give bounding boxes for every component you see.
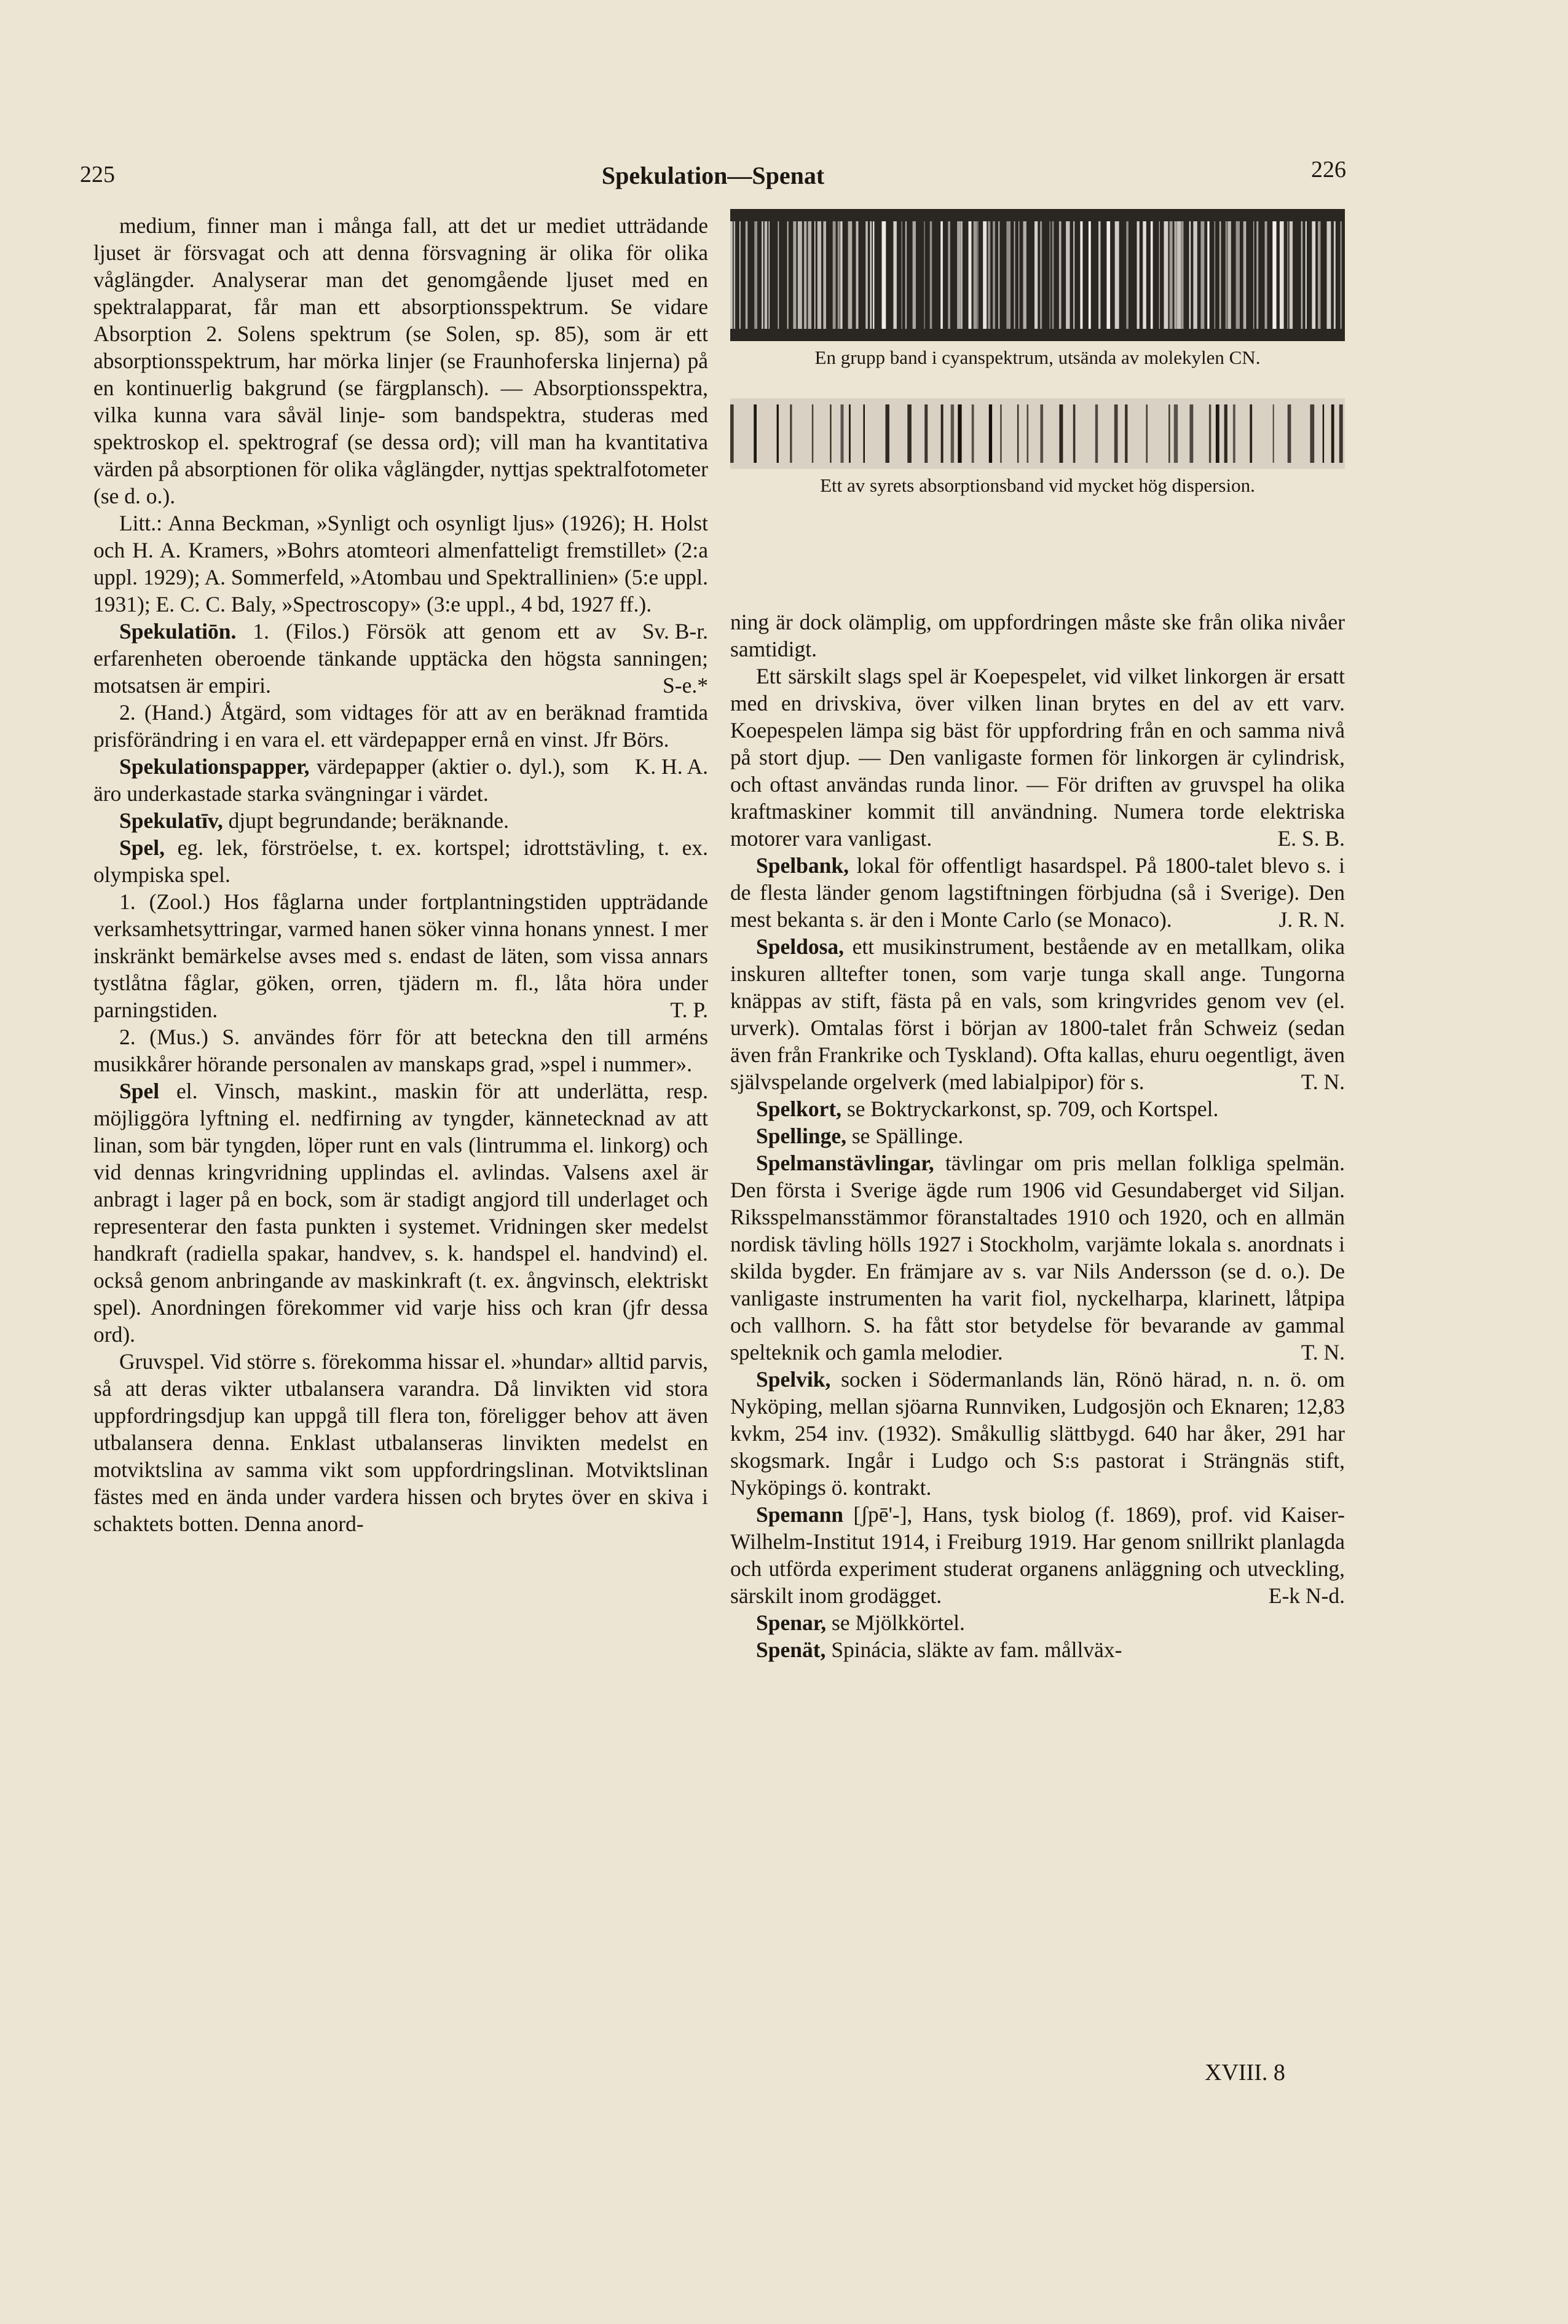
figure-caption: Ett av syrets absorptionsband vid mycket hög dispersion.: [820, 475, 1255, 496]
spectrum-line: [958, 404, 961, 463]
spectrum-line: [730, 221, 733, 329]
spectrum-line: [1059, 404, 1063, 463]
paragraph: [730, 852, 1345, 933]
entry-headword: Spekulationspapper,: [119, 754, 310, 779]
spectrum-line: [840, 221, 843, 329]
spectrum-line: [905, 221, 907, 329]
spectrum-line: [1310, 404, 1314, 463]
spectrum-line: [865, 221, 868, 329]
spectrum-line: [1312, 221, 1315, 329]
spectrum-line: [893, 221, 897, 329]
spectrum-line: [1050, 221, 1051, 329]
spectrum-line: [1164, 221, 1168, 329]
spectrum-line: [787, 221, 789, 329]
spectrum-line: [1168, 404, 1170, 463]
spectrum-line: [1273, 404, 1274, 463]
paragraph: [93, 1077, 708, 1348]
spectrum-line: [808, 221, 812, 329]
spectrum-line: [769, 221, 770, 329]
spectrum-line: [1250, 404, 1252, 463]
spectrum-line: [849, 404, 851, 463]
spectrum-line: [762, 221, 763, 329]
entry-text: djupt begrundande; beräknande.: [223, 808, 509, 833]
entry-text: Gruvspel. Vid större s. förekomma hissar el. »hundar» alltid parvis, så att deras vikter utbalansera varandra. Då linvikten vid stora uppfordringsdjup kan uppgå till flera ton, föreligger behov att även utbalansera denna. Enklast utbalanseras linvikten medelst en motviktslina av samma vikt som uppfordringslinan. Motviktslinan fästes med en ända under vardera hissen och brytes över en skiva i schaktets botten. Denna anord-: [93, 1349, 708, 1536]
entry-headword: Spenar,: [756, 1610, 827, 1635]
spectrum-line: [1125, 404, 1127, 463]
spectrum-line: [856, 221, 859, 329]
spectrum-line: [830, 404, 831, 463]
paragraph: [93, 888, 708, 1023]
spectrum-line: [1288, 404, 1291, 463]
entry-headword: Spenät,: [756, 1637, 826, 1662]
author-signature: E-k N-d.: [1268, 1583, 1345, 1608]
spectrum-line: [951, 404, 954, 463]
paragraph: [730, 1095, 1345, 1122]
spectrum-line: [1215, 221, 1216, 329]
spectrum-line: [1290, 221, 1293, 329]
spectrum-line: [1007, 221, 1008, 329]
spectrum-line: [1207, 221, 1210, 329]
spectrum-line: [1059, 221, 1062, 329]
spectrum-line: [1146, 404, 1148, 463]
spectrum-line: [1174, 404, 1178, 463]
right-column: [730, 209, 1345, 1662]
spectrum-line: [1287, 221, 1288, 329]
spectrum-line: [793, 221, 796, 329]
spectrum-line: [1080, 221, 1082, 329]
entry-text: Spinácia, släkte av fam. mållväx-: [825, 1637, 1122, 1662]
spectrum-line: [1040, 221, 1042, 329]
paragraph: [93, 1348, 708, 1537]
entry-headword: Spel: [119, 1079, 160, 1103]
spectrum-line: [1236, 221, 1240, 329]
spectrum-line: [969, 221, 972, 329]
spectrum-line: [974, 221, 977, 329]
author-signature: S-e.*: [663, 673, 708, 698]
spectrum-line: [1272, 221, 1276, 329]
spectrum-line: [907, 404, 912, 463]
spectrum-line: [882, 221, 886, 329]
entry-text: värdepapper (aktier o. dyl.), som äro underkastade starka svängningar i värdet.: [93, 754, 609, 806]
author-signature: Sv. B-r.: [642, 619, 708, 644]
spectrum-line: [993, 221, 995, 329]
paragraph: [730, 1149, 1345, 1366]
paragraph: [93, 1023, 708, 1077]
spectrum-line: [1170, 221, 1173, 329]
paragraph: [730, 1501, 1345, 1609]
paragraph: [93, 212, 708, 510]
entry-text: 1. (Filos.) Försök att genom ett av erfarenheten oberoende tänkande upptäcka den högsta sanningen; motsatsen är empiri.: [93, 619, 708, 698]
spectrum-line: [804, 221, 806, 329]
figure-caption: En grupp band i cyanspektrum, utsända av molekylen CN.: [814, 347, 1261, 368]
entry-headword: Spellinge,: [756, 1124, 846, 1148]
spectrum-line: [812, 404, 814, 463]
paragraph: [93, 618, 708, 699]
spectrum-line: [1334, 221, 1336, 329]
paragraph: [730, 933, 1345, 1095]
spectrum-line: [1318, 221, 1321, 329]
figure-oxygen-band: [730, 398, 1345, 497]
entry-text: 2. (Mus.) S. användes förr för att beteckna den till arméns musikkårer hörande personalen av manskaps grad, »spel i nummer».: [93, 1025, 708, 1076]
spectrum-line: [1027, 404, 1029, 463]
spectrum-line: [1209, 404, 1211, 463]
entry-headword: Spekulatīv,: [119, 808, 223, 833]
paragraph: [730, 1366, 1345, 1501]
spectrum-line: [948, 221, 950, 329]
spectrum-line: [1137, 221, 1140, 329]
spectrum-line: [790, 404, 792, 463]
paragraph: [730, 1122, 1345, 1149]
entry-headword: Spelmanstävlingar,: [756, 1151, 934, 1175]
spectrum-line: [1216, 404, 1219, 463]
author-signature: T. N.: [1301, 1340, 1345, 1365]
spectrum-line: [961, 221, 963, 329]
spectrum-line: [1159, 221, 1160, 329]
spectrum-line: [1306, 221, 1307, 329]
spectrum-line: [930, 221, 932, 329]
oxygen-band-image: [730, 398, 1345, 469]
author-signature: K. H. A.: [634, 754, 708, 779]
spectrum-line: [1233, 404, 1235, 463]
entry-headword: Spelkort,: [756, 1097, 842, 1121]
spectrum-line: [1073, 221, 1074, 329]
spectrum-line: [1007, 221, 1011, 329]
spectrum-line: [1106, 221, 1110, 329]
spectrum-line: [1143, 221, 1146, 329]
spectrum-line: [998, 221, 999, 329]
spectrum-line: [1227, 221, 1231, 329]
entry-text: tävlingar om pris mellan folkliga spelmän. Den första i Sverige ägde rum 1906 vid Gesundaberget vid Siljan. Riksspelmansstämmor föranstaltades 1910 och 1920, och en allmän nordisk tävling hölls 1927 i Stockholm, varjämte lokala s. anordnats i skilda bygder. En främjare av s. var Nils Andersson (se d. o.). De vanligaste instrumenten ha varit fiol, nyckelharpa, klarinett, låtpipa och vallhorn. S. ha fått stor betydelse för bevarande av gammal spelteknik och gamla melodier.: [730, 1151, 1345, 1365]
spectrum-line: [1089, 221, 1091, 329]
entry-text: medium, finner man i många fall, att det ur mediet utträdande ljuset är försvagat och att denna försvagning är olika för olika våglängder. Analyserar man det genomgående ljuset med en spektralapparat, får man ett absorptionsspektrum. Se vidare Absorption 2. Solens spektrum (se Solen, sp. 85), som är ett absorptionsspektrum, har mörka linjer (se Fraunhoferska linjerna) på en kontinuerlig bakgrund (se färgplansch). — Absorptionsspektra, vilka kunna vara såväl linje- som bandspektra, studeras med spektroskop el. spektrograf (se dessa ord); vill man ha kvantitativa värden på absorptionen för olika våglängder, nyttjas spektralfotometer (se d. o.).: [93, 213, 708, 508]
spectrum-line: [823, 221, 826, 329]
spectrum-line: [1323, 404, 1324, 463]
spectrum-line: [1174, 221, 1176, 329]
spectrum-line: [886, 404, 889, 463]
spectrum-line: [972, 404, 974, 463]
spectrum-line: [940, 221, 943, 329]
spectrum-line: [1073, 404, 1076, 463]
spectrum-line: [1301, 221, 1303, 329]
entry-text: 1. (Zool.) Hos fåglarna under fortplantningstiden uppträdande verksamhetsyttringar, varmed hanen söker vinna honans ynnest. I mer inskränkt bemärkelse avses med s. endast de läten, som vissa annars tystlåtna fåglar, göken, orren, tjädern m. fl., låta höra under parningstiden.: [93, 889, 708, 1022]
paragraph: [730, 1636, 1345, 1663]
spectrum-line: [1023, 221, 1026, 329]
spectrum-line: [1017, 404, 1019, 463]
author-signature: E. S. B.: [1277, 826, 1345, 851]
spectrum-line: [1280, 221, 1284, 329]
author-signature: T. P.: [670, 998, 708, 1022]
figure-cyan-spectrum: [730, 209, 1345, 369]
spectrum-line: [1253, 221, 1254, 329]
signature-mark: XVIII. 8: [1205, 2060, 1285, 2086]
entry-text: se Boktryckarkonst, sp. 709, och Kortspel.: [841, 1097, 1219, 1121]
spectrum-line: [1000, 404, 1002, 463]
spectrum-line: [841, 404, 844, 463]
spectrum-line: [977, 221, 979, 329]
spectrum-line: [754, 221, 757, 329]
entry-text: se Mjölkkörtel.: [826, 1610, 965, 1635]
entry-text: ning är dock olämplig, om uppfordringen måste ske från olika nivåer samtidigt.: [730, 610, 1345, 661]
spectrum-line: [1265, 221, 1267, 329]
spectrum-line: [1224, 404, 1227, 463]
entry-text: 2. (Hand.) Åtgärd, som vidtages för att av en beräknad framtida prisförändring i en vara el. ett värdepapper ernå en vinst. Jfr Börs.: [93, 700, 708, 752]
spectrum-line: [765, 221, 767, 329]
spectrum-line: [1098, 221, 1101, 329]
paragraph: [93, 807, 708, 834]
spectrum-line: [1226, 221, 1227, 329]
entry-headword: Spel,: [119, 835, 165, 860]
spectrum-line: [988, 221, 990, 329]
spectrum-line: [1341, 221, 1342, 329]
page-header: [80, 157, 1346, 204]
spectrum-line: [873, 221, 875, 329]
spectrum-line: [957, 221, 961, 329]
entry-headword: Spelvik,: [756, 1367, 831, 1392]
spectrum-line: [1339, 404, 1343, 463]
spectrum-line: [778, 221, 779, 329]
spectrum-line: [1189, 221, 1191, 329]
entry-text: lokal för offentligt hasardspel. På 1800-talet blevo s. i de flesta länder genom lagstiftningen förbjudna (så i Sverige). Den mest bekanta s. är den i Monte Carlo (se Monaco).: [730, 853, 1345, 932]
paragraph: [93, 834, 708, 888]
entry-text: el. Vinsch, maskint., maskin för att underlätta, resp. möjliggöra lyftning el. nedfirning av tyngder, kännetecknad av att linan, som bär tyngden, löper runt en vals (lintrumma el. linkorg) och vid dennas kringvridning upplindas el. avlindas. Valsens axel är anbragt i lager på en bock, som är stadigt angjord till underlaget och representerar den fasta punkten i systemet. Vridningen sker medelst handkraft (radiella spakar, handvev, s. k. handspel el. handvind) el. också genom anbringande av maskinkraft (t. ex. ångvinsch, elektriskt spel). Anordningen förekommer vid varje hiss och kran (jfr dessa ord).: [93, 1079, 708, 1347]
spectrum-line: [746, 221, 748, 329]
spectrum-line: [1177, 221, 1181, 329]
spectrum-line: [1245, 221, 1246, 329]
entry-text: eg. lek, förströelse, t. ex. kortspel; idrottstävling, t. ex. olympiska spel.: [93, 835, 708, 887]
spectrum-line: [817, 221, 821, 329]
entry-headword: Speldosa,: [756, 934, 845, 959]
spectrum-line: [1151, 221, 1153, 329]
paragraph: [730, 609, 1345, 663]
spectrum-line: [739, 221, 741, 329]
spectrum-line: [730, 404, 734, 463]
spectrum-line: [913, 221, 916, 329]
spectrum-line: [1040, 404, 1043, 463]
entry-headword: Spekulatiōn.: [119, 619, 237, 644]
spectrum-line: [1200, 221, 1204, 329]
spectrum-line: [989, 404, 992, 463]
spectrum-background: [730, 398, 1345, 469]
spectrum-line: [941, 404, 944, 463]
spectrum-line: [870, 221, 872, 329]
spectrum-line: [1052, 221, 1054, 329]
spectrum-line: [983, 221, 987, 329]
spectrum-line: [734, 221, 736, 329]
spectrum-line: [1034, 221, 1038, 329]
spectrum-line: [798, 221, 802, 329]
spectrum-line: [1014, 221, 1015, 329]
spectrum-line: [1181, 221, 1183, 329]
author-signature: J. R. N.: [1278, 907, 1345, 932]
spectrum-line: [1095, 404, 1098, 463]
spectrum-line: [1331, 404, 1334, 463]
page-number-right: 226: [1311, 157, 1346, 183]
entry-text: ett musikinstrument, bestående av en metallkam, olika inskuren alltefter tonen, som varje tunga skall ange. Tungorna knäppas av stift, fästa på en vals, som kringvrides genom vev (el. urverk). Omtalas först i början av 1800-talet från Schweiz (sedan även från Frankrike och Tyskland). Ofta kallas, ehuru oegentligt, även självspelande orgelverk (med labialpipor) för s.: [730, 934, 1345, 1094]
entry-headword: Spemann: [756, 1502, 844, 1527]
running-title: Spekulation—Spenat: [601, 162, 825, 189]
cyan-spectrum-image: [730, 209, 1345, 341]
spectrum-line: [864, 404, 865, 463]
author-signature: T. N.: [1301, 1069, 1345, 1094]
spectrum-line: [833, 221, 836, 329]
page-number-left: 225: [80, 162, 115, 187]
entry-text: [ʃpē'-], Hans, tysk biolog (f. 1869), prof. vid Kaiser-Wilhelm-Institut 1914, i Freiburg 1919. Har genom snillrikt planlagda och utförda experiment studerat organens anläggning och utveckling, särskilt inom grodägget.: [730, 1502, 1345, 1608]
entry-text: Litt.: Anna Beckman, »Synligt och osynligt ljus» (1926); H. Holst och H. A. Kramers, »Bohrs atomteori almenfatteligt fremstillet» (2:a uppl. 1929); A. Sommerfeld, »Atombau und Spektrallinien» (5:e uppl. 1931); E. C. C. Baly, »Spectroscopy» (3:e uppl., 4 bd, 1927 ff.).: [93, 511, 708, 616]
spectrum-line: [924, 221, 925, 329]
entry-text: se Spällinge.: [846, 1124, 964, 1148]
spectrum-line: [1256, 221, 1258, 329]
entry-headword: Spelbank,: [756, 853, 849, 878]
spectrum-line: [814, 221, 816, 329]
spectrum-line: [1018, 221, 1019, 329]
entry-text: socken i Södermanlands län, Rönö härad, n. n. ö. om Nyköping, mellan sjöarna Runnviken, Ludgosjön och Eknaren; 12,83 kvkm, 254 inv. (1932). Småkullig slättbygd. 640 har åker, 291 har skogsmark. Ingår i Ludgo och S:s pastorat i Strängnäs stift, Nyköpings ö. kontrakt.: [730, 1367, 1345, 1500]
spectrum-line: [1327, 221, 1331, 329]
right-column-text: [730, 609, 1345, 1663]
spectrum-line: [754, 404, 757, 463]
spectrum-line: [924, 404, 928, 463]
spectrum-line: [777, 404, 779, 463]
spectrum-line: [1115, 221, 1119, 329]
spectrum-line: [1114, 404, 1118, 463]
spectrum-line: [848, 221, 853, 329]
spectrum-line: [838, 221, 840, 329]
spectrum-line: [1066, 221, 1070, 329]
spectrum-line: [1219, 221, 1221, 329]
paragraph: [730, 663, 1345, 852]
spectrum-line: [1243, 221, 1245, 329]
entry-text: Ett särskilt slags spel är Koepespelet, vid vilket linkorgen är ersatt med en drivskiva, över vilken linan brytes en del av ett varv. Koepespelen lämpa sig bäst för uppfordring från en och samma nivå på stort djup. — Den vanligaste formen för linkorgen är cylindrisk, och oftast användas runda linor. — För driften av gruvspel ha olika kraftmaskiner kommit till användning. Numera torde elektriska motorer vara vanligast.: [730, 664, 1345, 851]
paragraph: [730, 1609, 1345, 1636]
spectrum-line: [1126, 221, 1129, 329]
spectrum-line: [1193, 221, 1197, 329]
spectrum-line: [1189, 404, 1193, 463]
left-column: [93, 212, 708, 1537]
